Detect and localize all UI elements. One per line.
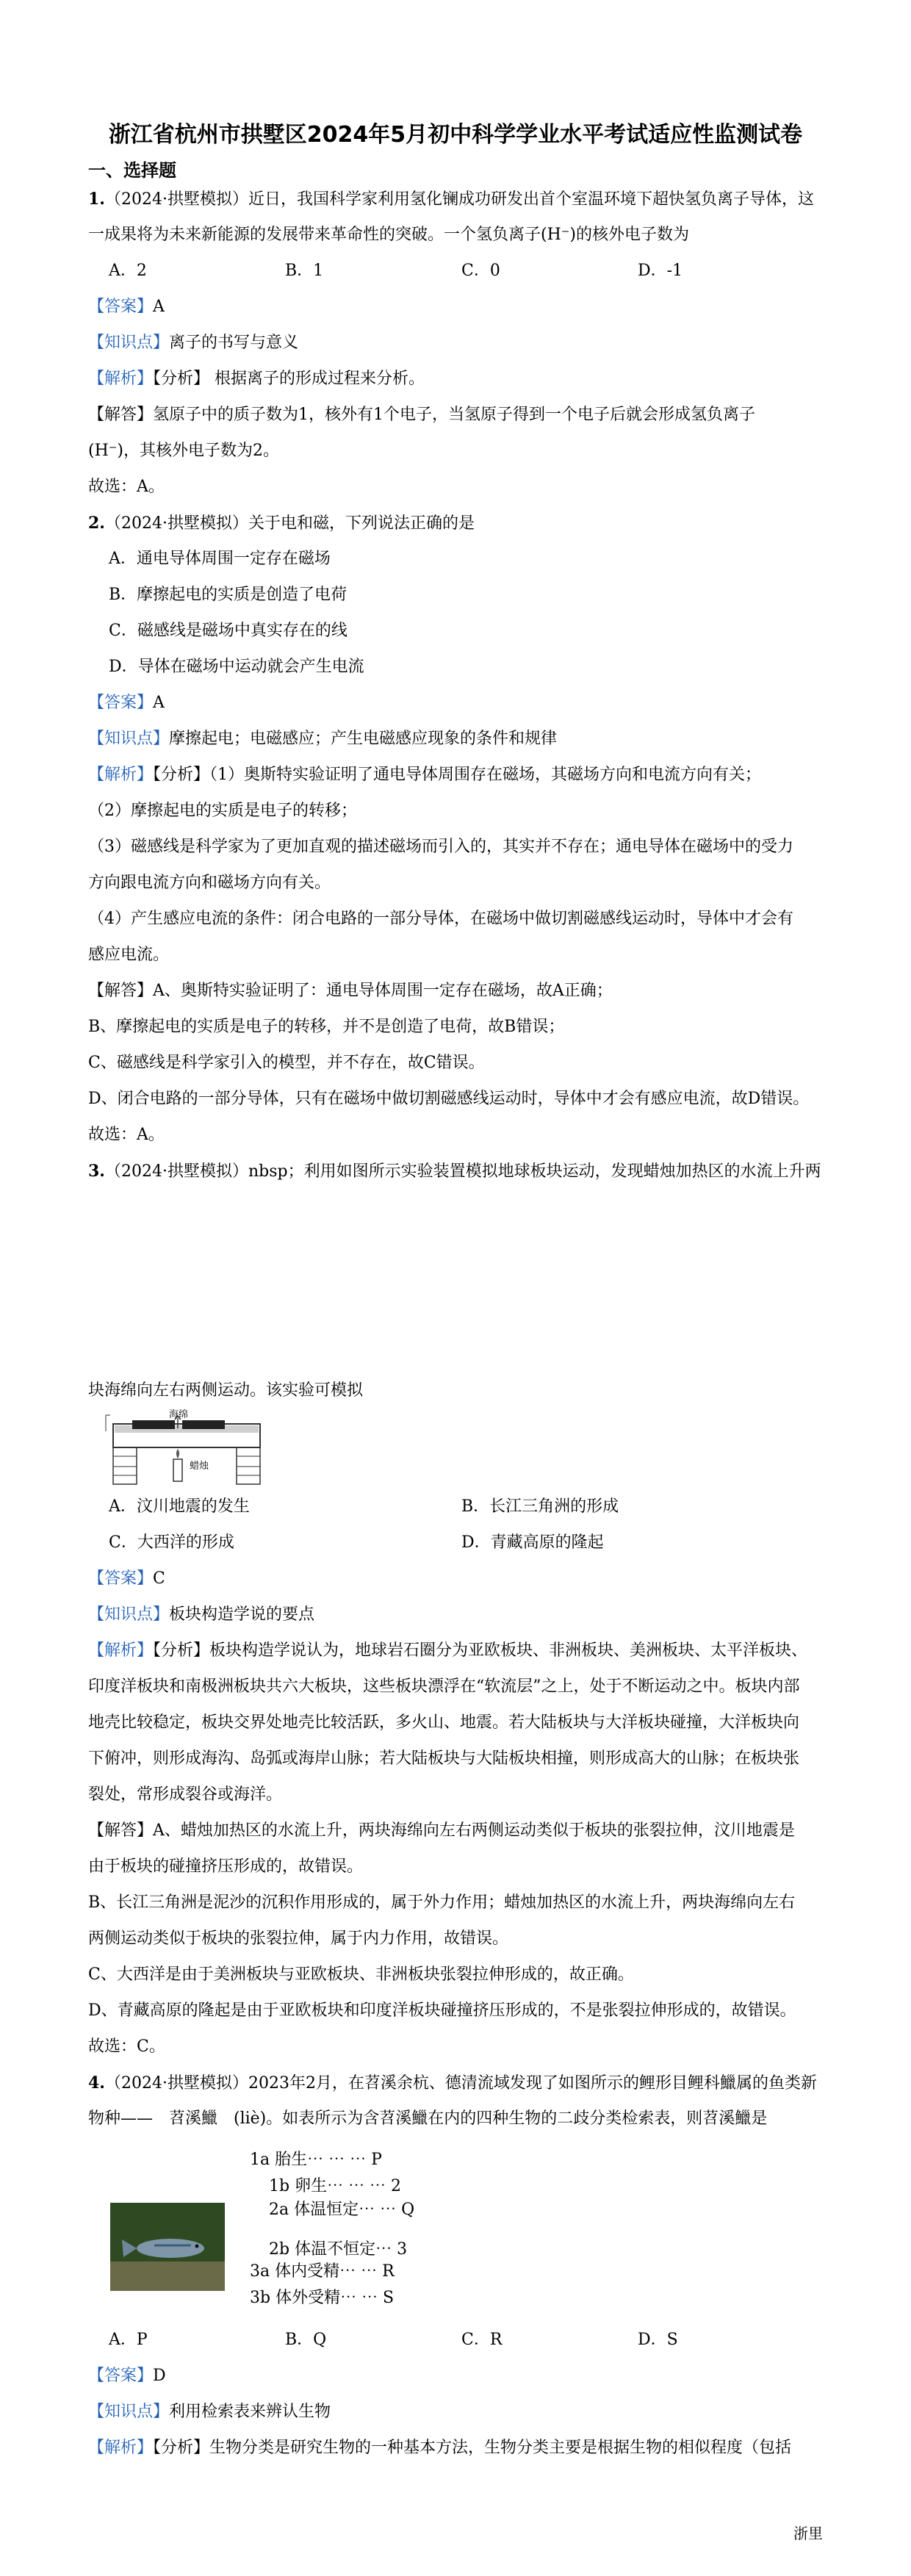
q3-answer — [88, 1568, 165, 1590]
q3-analysis-line3: 地壳比较稳定，板块交界处地壳比较活跃，多火山、地震。若大陆板块与大洋板块碰撞，大洋板块向 — [88, 1713, 800, 1732]
q1-answer — [88, 296, 165, 318]
q2-analysis-text1: （1）奥斯特实验证明了通电导体周围存在磁场，其磁场方向和电流方向有关； — [209, 766, 762, 784]
answer-label: 【答案】 — [88, 694, 154, 712]
q2-solution-line4: D、闭合电路的一部分导体，只有在磁场中做切割磁感线运动时，导体中才会有感应电流，故D错误。 — [88, 1090, 810, 1108]
answer-label: 【答案】 — [88, 2367, 154, 2385]
q1-stem-line1 — [88, 188, 814, 211]
q3-knowledge-text: 板块构造学说的要点 — [169, 1605, 315, 1624]
q2-analysis-line2: （2）摩擦起电的实质是电子的转移； — [88, 802, 357, 820]
fish-eye — [195, 2245, 199, 2248]
q3-solution-line6: D、青藏高原的隆起是由于亚欧板块和印度洋板块碰撞挤压形成的，不是张裂拉伸形成的，故错误。 — [88, 2001, 796, 2020]
left-support — [113, 1447, 137, 1484]
q2-answer — [88, 692, 165, 714]
left-sponge — [132, 1420, 175, 1429]
q2-solution-line3: C、磁感线是科学家引入的模型，并不存在，故C错误。 — [88, 1054, 485, 1072]
q1-option-a: A．2 — [109, 262, 147, 280]
q3-stem-text1: （2024·拱墅模拟）nbsp；利用如图所示实验装置模拟地球板块运动，发现蜡烛加热区的水流上升两 — [104, 1162, 821, 1181]
q1-analysis-text: 根据离子的形成过程来分析。 — [209, 370, 425, 388]
q1-option-d: D．-1 — [638, 262, 683, 280]
fenxi-label: 【分析】 — [153, 766, 210, 784]
q1-option-c: C．0 — [461, 262, 500, 280]
q4-answer-value: D — [153, 2367, 166, 2385]
key-line-2a: 2a 体温恒定⋯ ⋯ Q — [269, 2201, 415, 2219]
q2-knowledge — [88, 728, 557, 750]
q3-number: 3. — [88, 1162, 105, 1181]
q1-number: 1. — [88, 190, 105, 209]
q1-solution-text1: 氢原子中的质子数为1，核外有1个电子，当氢原子得到一个电子后就会形成氢负离子 — [153, 406, 756, 424]
q4-option-a: A．P — [109, 2331, 148, 2349]
q1-option-b: B．1 — [285, 262, 324, 280]
candle — [173, 1459, 182, 1481]
q3-analysis-line5: 裂处，常形成裂谷或海洋。 — [88, 1785, 283, 1804]
q4-stem-line1 — [88, 2072, 817, 2095]
q2-solution-line1 — [88, 980, 613, 1002]
q3-conclusion: 故选：C。 — [88, 2037, 165, 2056]
q3-solution-line2: 由于板块的碰撞挤压形成的，故错误。 — [88, 1857, 364, 1876]
candle-flame-icon — [176, 1449, 179, 1458]
q4-analysis-text1: 生物分类是研究生物的一种基本方法，生物分类主要是根据生物的相似程度（包括 — [209, 2439, 792, 2457]
fenxi-label: 【分析】 — [153, 1641, 210, 1660]
knowledge-label: 【知识点】 — [88, 334, 170, 352]
q4-stem-line2: 物种—— 苕溪鱲 (liè)。如表所示为含苕溪鱲在内的四种生物的二歧分类检索表，则苕溪鱲是 — [88, 2109, 768, 2128]
q2-analysis-line3: （3）磁感线是科学家为了更加直观的描述磁场而引入的，其实并不存在；通电导体在磁场中的受力 — [88, 838, 794, 856]
q2-option-d: D．导体在磁场中运动就会产生电流 — [109, 658, 364, 676]
q1-stem-line2: 一成果将为未来新能源的发展带来革命性的突破。一个氢负离子(H⁻)的核外电子数为 — [88, 226, 689, 244]
q4-knowledge-text: 利用检索表来辨认生物 — [169, 2403, 331, 2421]
document-title: 浙江省杭州市拱墅区2024年5月初中科学学业水平考试适应性监测试卷 — [108, 122, 803, 148]
q2-number: 2. — [88, 514, 105, 533]
q1-knowledge-text: 离子的书写与意义 — [169, 334, 299, 352]
sponge-label: 海绵 — [169, 1409, 189, 1420]
q4-option-c: C．R — [461, 2331, 503, 2349]
q3-option-a: A．汶川地震的发生 — [109, 1497, 250, 1516]
q1-knowledge — [88, 332, 298, 354]
q3-experiment-figure — [103, 1409, 272, 1492]
riverbed — [110, 2262, 225, 2291]
q4-stem-text1: （2024·拱墅模拟）2023年2月，在苕溪余杭、德清流域发现了如图所示的鲤形目鲤科鱲属的鱼类新 — [104, 2074, 817, 2093]
q3-analysis-line4: 下俯冲，则形成海沟、岛弧或海岸山脉；若大陆板块与大陆板块相撞，则形成高大的山脉；在板块张 — [88, 1749, 800, 1768]
q2-option-c: C．磁感线是磁场中真实存在的线 — [109, 622, 348, 640]
figure-corner-mark — [106, 1415, 110, 1431]
answer-label: 【答案】 — [88, 1569, 154, 1588]
q4-fish-photo — [110, 2203, 225, 2291]
q2-solution-line2: B、摩擦起电的实质是电子的转移，并不是创造了电荷，故B错误； — [88, 1018, 565, 1036]
knowledge-label: 【知识点】 — [88, 1605, 170, 1624]
q3-solution-line1 — [88, 1820, 795, 1842]
q2-knowledge-text: 摩擦起电；电磁感应；产生电磁感应现象的条件和规律 — [169, 730, 558, 748]
fish-body — [137, 2239, 204, 2258]
q1-conclusion: 故选：A。 — [88, 478, 165, 496]
q3-option-d: D．青藏高原的隆起 — [461, 1533, 604, 1552]
fish-photo-image — [110, 2203, 225, 2291]
q4-option-b: B．Q — [285, 2331, 327, 2349]
q4-knowledge — [88, 2401, 331, 2423]
q2-analysis-line1 — [88, 764, 761, 786]
q1-stem-text1: （2024·拱墅模拟）近日，我国科学家利用氢化镧成功研发出首个室温环境下超快氢负离子导体，这 — [104, 190, 814, 209]
jieda-label: 【解答】 — [88, 406, 154, 424]
q2-stem-text: （2024·拱墅模拟）关于电和磁，下列说法正确的是 — [104, 514, 475, 533]
q3-solution-line4: 两侧运动类似于板块的张裂拉伸，属于内力作用，故错误。 — [88, 1929, 509, 1948]
q2-analysis-line6: 感应电流。 — [88, 946, 170, 964]
answer-label: 【答案】 — [88, 298, 154, 316]
q2-solution-text1: A、奥斯特实验证明了：通电导体周围一定存在磁场，故A正确； — [153, 982, 613, 1000]
q2-conclusion: 故选：A。 — [88, 1126, 165, 1144]
q3-option-c: C．大西洋的形成 — [109, 1533, 234, 1552]
key-line-3b: 3b 体外受精⋯ ⋯ S — [250, 2289, 395, 2307]
analysis-label: 【解析】 — [88, 1641, 154, 1660]
q3-knowledge — [88, 1604, 314, 1626]
q2-analysis-line4: 方向跟电流方向和磁场方向有关。 — [88, 874, 331, 892]
key-line-2b: 2b 体温不恒定⋯ 3 — [269, 2240, 408, 2259]
analysis-label: 【解析】 — [88, 370, 154, 388]
jieda-label: 【解答】 — [88, 1821, 154, 1840]
q3-stem-line1 — [88, 1160, 821, 1183]
candle-label: 蜡烛 — [190, 1461, 209, 1472]
key-line-1a: 1a 胎生⋯ ⋯ ⋯ P — [250, 2151, 382, 2169]
q1-answer-value: A — [153, 298, 165, 316]
fenxi-label: 【分析】 — [153, 370, 210, 388]
knowledge-label: 【知识点】 — [88, 730, 170, 748]
q3-solution-line5: C、大西洋是由于美洲板块与亚欧板块、非洲板块张裂拉伸形成的，故正确。 — [88, 1965, 634, 1984]
q2-answer-value: A — [153, 694, 165, 712]
q1-solution-line1 — [88, 404, 755, 426]
q2-analysis-line5: （4）产生感应电流的条件：闭合电路的一部分导体，在磁场中做切割磁感线运动时，导体中才会有 — [88, 910, 794, 928]
q4-number: 4. — [88, 2073, 105, 2093]
q3-solution-text1: A、蜡烛加热区的水流上升，两块海绵向左右两侧运动类似于板块的张裂拉伸，汶川地震是 — [153, 1821, 795, 1840]
analysis-label: 【解析】 — [88, 766, 154, 784]
jieda-label: 【解答】 — [88, 982, 154, 1000]
q1-solution-line2: (H⁻)，其核外电子数为2。 — [88, 442, 279, 460]
q3-analysis-text1: 板块构造学说认为，地球岩石圈分为亚欧板块、非洲板块、美洲板块、太平洋板块、 — [209, 1641, 808, 1660]
q2-option-a: A．通电导体周围一定存在磁场 — [109, 550, 331, 568]
q3-analysis-line2: 印度洋板块和南极洲板块共六大板块，这些板块漂浮在“软流层”之上，处于不断运动之中。板块内部 — [88, 1677, 800, 1696]
q3-answer-value: C — [153, 1569, 165, 1588]
q3-option-b: B．长江三角洲的形成 — [461, 1497, 619, 1516]
section-title: 一、选择题 — [88, 160, 176, 181]
q3-analysis-line1 — [88, 1640, 807, 1662]
knowledge-label: 【知识点】 — [88, 2403, 170, 2421]
plate-experiment-diagram — [103, 1409, 272, 1492]
q3-stem-line2: 块海绵向左右两侧运动。该实验可模拟 — [88, 1381, 364, 1400]
q1-analysis — [88, 368, 425, 390]
q4-analysis-line1 — [88, 2437, 791, 2459]
q4-answer — [88, 2365, 166, 2387]
right-support — [237, 1447, 260, 1484]
q3-solution-line3: B、长江三角洲是泥沙的沉积作用形成的，属于外力作用；蜡烛加热区的水流上升，两块海绵向左右 — [88, 1893, 796, 1912]
fenxi-label: 【分析】 — [153, 2439, 210, 2457]
key-line-1b: 1b 卵生⋯ ⋯ ⋯ 2 — [269, 2177, 402, 2195]
corner-watermark: 浙里 — [793, 2525, 823, 2542]
key-line-3a: 3a 体内受精⋯ ⋯ R — [250, 2262, 395, 2281]
q2-option-b: B．摩擦起电的实质是创造了电荷 — [109, 586, 348, 604]
analysis-label: 【解析】 — [88, 2439, 154, 2457]
q4-option-d: D．S — [638, 2331, 678, 2349]
q2-stem — [88, 512, 475, 535]
right-sponge — [182, 1420, 225, 1429]
